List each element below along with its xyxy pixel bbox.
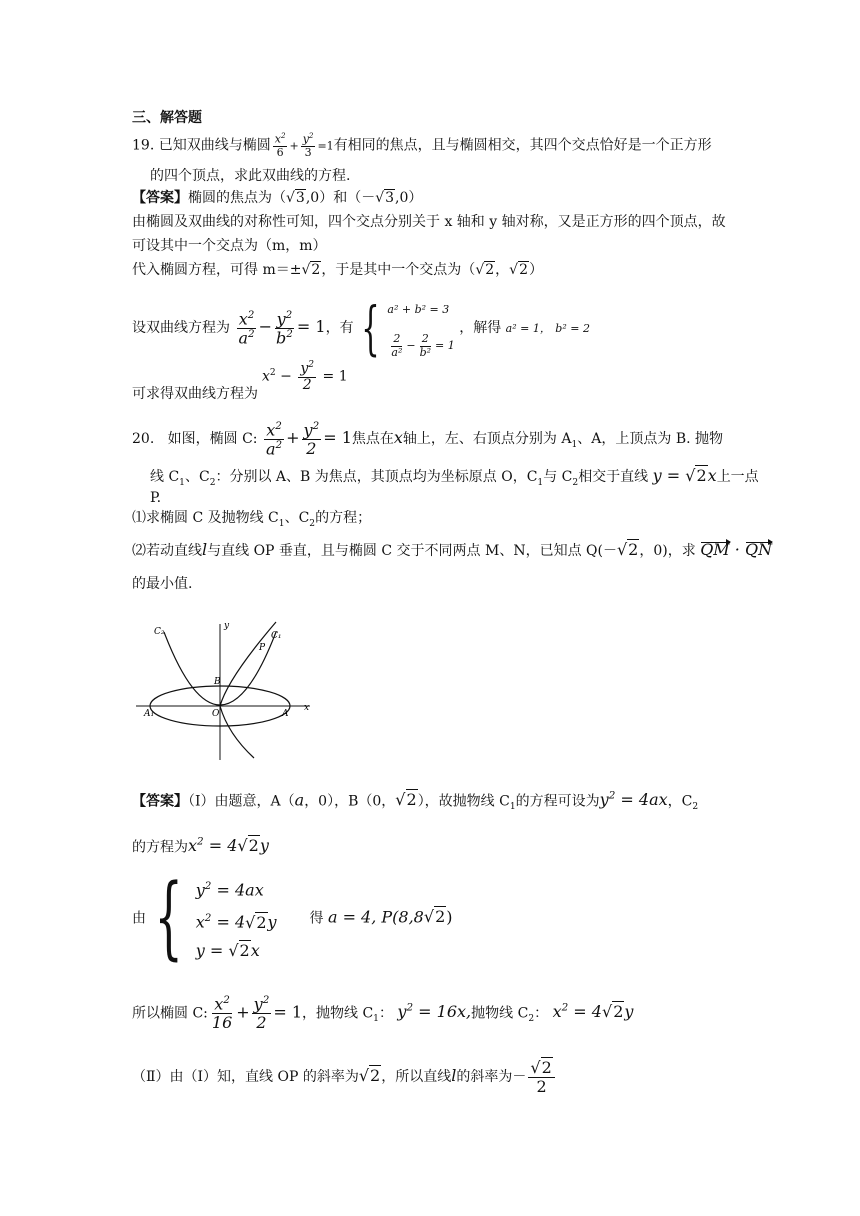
q19-answer-line2: 由椭圆及双曲线的对称性可知，四个交点分别关于 x 轴和 y 轴对称，又是正方形的四个顶点，故 bbox=[132, 214, 726, 230]
q20-stem-line1: 20. 如图，椭圆 C: $\frac{x^2}{a^2}$ + $\frac{y^2}{2}$ = 1焦点在x轴上，左、右顶点分别为 $A_1$、A，上顶点为 B. 抛物 bbox=[132, 419, 724, 458]
label-c1: C₁ bbox=[271, 631, 282, 641]
label-a: A bbox=[282, 709, 289, 719]
q19-answer-line4: 代入椭圆方程，可得 m＝±√2，于是其中一个交点为（√2，√2） bbox=[132, 262, 543, 278]
q20-answer-line2: 的方程为$x^2 = 4√2y$ bbox=[132, 836, 269, 856]
label-x: x bbox=[304, 703, 310, 713]
section-title: 三、解答题 bbox=[132, 110, 202, 126]
q20-answer-line4: 所以椭圆 C: $\frac{x^2}{16}$ + $\frac{y^2}{2}$ = 1，抛物线 $C_1$： $y^2 = 16x$,抛物线 $C_2$： $x^2 = 4√2y$ bbox=[132, 994, 634, 1032]
q19-stem-line2: 的四个顶点，求此双曲线的方程. bbox=[150, 168, 351, 184]
q20-stem-line2: 线 $C_1$、$C_2$：分别以 A、B 为焦点，其顶点均为坐标原点 O，$C_1$与 $C_2$相交于直线 y = √2x上一点 bbox=[150, 466, 759, 488]
label-o: O bbox=[212, 709, 220, 719]
q20-stem-line3: P. bbox=[150, 490, 162, 506]
q20-part2-line1: ⑵若动直线l与直线 OP 垂直，且与椭圆 C 交于不同两点 M、N，已知点 Q(－√2，0)，求 QM · QN bbox=[132, 540, 773, 559]
parabola-c1 bbox=[220, 622, 276, 758]
q20-answer-system: 由{ $y^2 = 4ax$ $x^2 = 4√2y$ y = √2x 得 a = 4, P(8,8√2) bbox=[132, 865, 453, 971]
label-p: P bbox=[259, 643, 266, 653]
q20-answer-line1: 【答案】（Ⅰ）由题意，A（a，0），B（0，√2），故抛物线 $C_1$的方程可设为$y^2 = 4ax$，$C_2$ bbox=[132, 790, 699, 813]
q20-answer-line5: （Ⅱ）由（Ⅰ）知，直线 OP 的斜率为√2，所以直线l的斜率为－ $\frac{√2}{2}$ bbox=[132, 1056, 557, 1097]
q19-answer-line5: 设双曲线方程为 $\frac{x^2}{a^2}$ − $\frac{y^2}{b^2}$ = 1，有 { a² + b² = 3 $\frac{2}{\text{a²}}$ − $\frac{2}{\text{b²}}$ = 1 ，解得 a² = 1， b² = 2 bbox=[132, 294, 590, 362]
q19-answer-line6: 可求得双曲线方程为 bbox=[132, 386, 258, 402]
label-b: B bbox=[214, 677, 221, 687]
label-y: y bbox=[224, 621, 230, 631]
q19-stem-line1: 19. 已知双曲线与椭圆 $\frac{x^2}{6}$ + $\frac{y^2}{3}$ =1有相同的焦点，且与椭圆相交，其四个交点恰好是一个正方形 bbox=[132, 131, 712, 159]
conic-figure bbox=[136, 618, 312, 762]
ellipse-y-term: $\frac{y^2}{3}$ bbox=[302, 131, 314, 159]
label-c2: C₂ bbox=[154, 627, 165, 637]
label-a1: A₁ bbox=[144, 709, 155, 719]
q19-result-equation: $x^2$ − $\frac{y^2}{2}$ = 1 bbox=[262, 360, 348, 394]
q20-part1: ⑴求椭圆 C 及抛物线 $C_1$、$C_2$的方程； bbox=[132, 510, 372, 529]
q19-answer-line3: 可设其中一个交点为（m，m） bbox=[132, 238, 327, 254]
q20-part2-line2: 的最小值. bbox=[132, 576, 193, 592]
q19-answer-line1: 【答案】椭圆的焦点为（√3,0）和（－√3,0） bbox=[132, 190, 423, 206]
ellipse-x-term: $\frac{x^2}{6}$ bbox=[274, 131, 286, 159]
q19-system: a² + b² = 3 $\frac{2}{\text{a²}}$ − $\frac{2}{\text{b²}}$ = 1 bbox=[387, 303, 455, 359]
